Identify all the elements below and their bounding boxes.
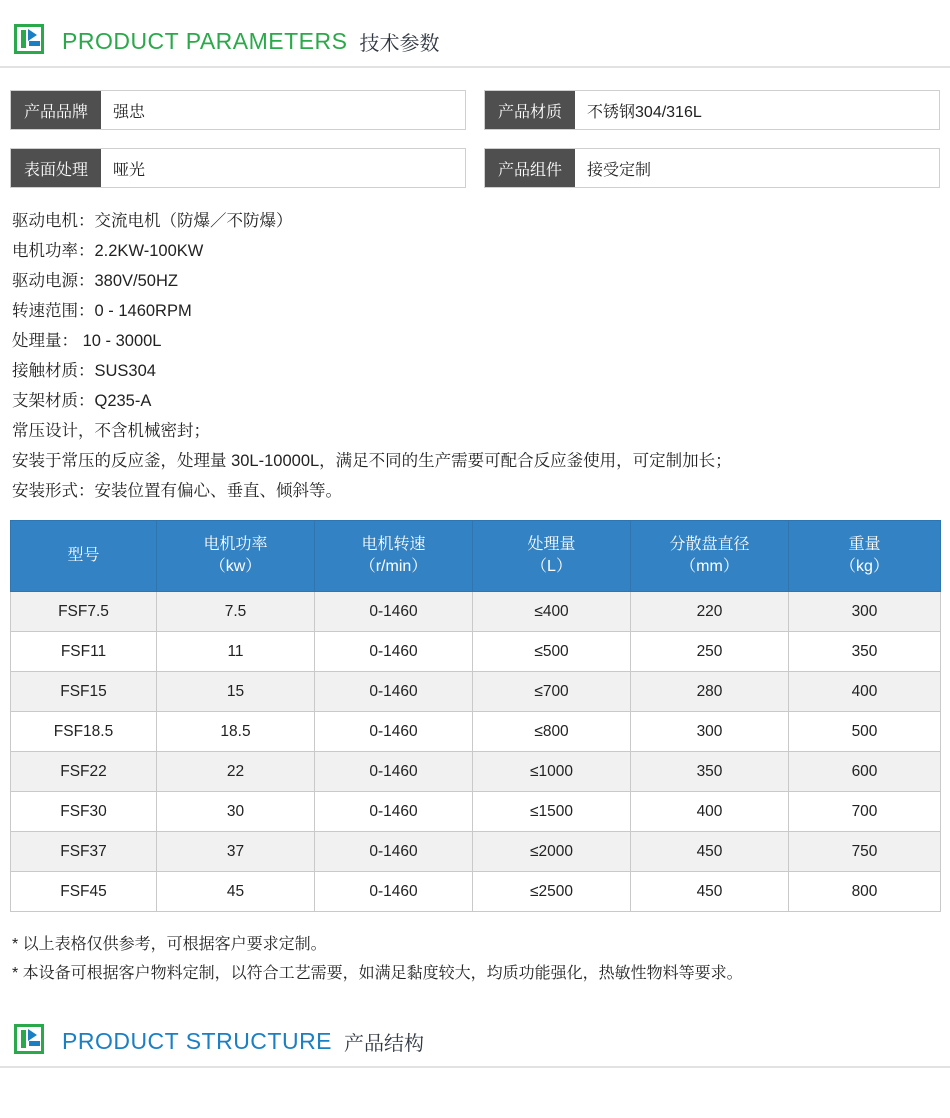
table-cell: ≤1500 [473, 792, 631, 832]
table-cell: 450 [631, 872, 789, 912]
table-cell: ≤500 [473, 632, 631, 672]
spec-label-components: 产品组件 [485, 149, 575, 187]
table-cell: 350 [631, 752, 789, 792]
description-line: 安装于常压的反应釜，处理量 30L-10000L，满足不同的生产需要可配合反应釜使用，可定制加长； [12, 452, 732, 470]
brand-logo-icon [14, 1024, 48, 1058]
table-row [11, 792, 941, 832]
header-line-main: 处理量 [527, 536, 576, 553]
table-cell: 37 [157, 832, 315, 872]
table-cell: FSF37 [11, 832, 157, 872]
description-line: 驱动电机：交流电机（防爆／不防爆） [12, 212, 293, 230]
table-cell: 0-1460 [315, 832, 473, 872]
table-cell: FSF30 [11, 792, 157, 832]
table-cell: 600 [789, 752, 941, 792]
table-cell: ≤400 [473, 592, 631, 632]
section-header-parameters [0, 0, 950, 56]
description-line: 驱动电源：380V/50HZ [12, 272, 178, 290]
spec-row-components [484, 148, 940, 188]
spec-row-brand [10, 90, 466, 130]
table-cell: 500 [789, 712, 941, 752]
table-header-row [11, 521, 941, 592]
description-line: 安装形式：安装位置有偏心、垂直、倾斜等。 [12, 482, 342, 500]
header-line-unit: （kw） [209, 558, 262, 575]
header-line-unit: （L） [531, 558, 572, 575]
table-cell: ≤2000 [473, 832, 631, 872]
table-row [11, 872, 941, 912]
section-title-en: PRODUCT PARAMETERS [62, 27, 348, 54]
table-header-cell [157, 521, 315, 592]
table-cell: FSF18.5 [11, 712, 157, 752]
table-cell: FSF22 [11, 752, 157, 792]
section-title-en: PRODUCT STRUCTURE [62, 1027, 333, 1054]
table-header-cell [473, 521, 631, 592]
table-cell: FSF11 [11, 632, 157, 672]
table-header-cell [631, 521, 789, 592]
table-cell: ≤800 [473, 712, 631, 752]
table-cell: ≤1000 [473, 752, 631, 792]
spec-table [10, 520, 941, 912]
spec-row-material [484, 90, 940, 130]
table-cell: 0-1460 [315, 592, 473, 632]
note-line: * 本设备可根据客户物料定制，以符合工艺需要，如满足黏度较大，均质功能强化，热敏性物料等要求。 [12, 965, 743, 982]
table-cell: 0-1460 [315, 672, 473, 712]
spec-grid [0, 68, 950, 188]
table-header-cell [315, 521, 473, 592]
description-line: 处理量： 10 - 3000L [12, 332, 162, 350]
table-cell: FSF15 [11, 672, 157, 712]
footer-divider [0, 1066, 950, 1068]
table-cell: 0-1460 [315, 752, 473, 792]
notes-block [0, 912, 950, 988]
table-cell: 0-1460 [315, 872, 473, 912]
table-cell: 30 [157, 792, 315, 832]
table-cell: 0-1460 [315, 632, 473, 672]
table-cell: FSF45 [11, 872, 157, 912]
table-cell: 400 [789, 672, 941, 712]
spec-table-wrapper [0, 506, 950, 912]
description-block [0, 188, 950, 506]
table-cell: 400 [631, 792, 789, 832]
table-cell: 7.5 [157, 592, 315, 632]
table-cell: 280 [631, 672, 789, 712]
table-cell: 0-1460 [315, 712, 473, 752]
note-line: * 以上表格仅供参考，可根据客户要求定制。 [12, 936, 327, 953]
table-header-cell [789, 521, 941, 592]
description-line: 接触材质：SUS304 [12, 362, 156, 380]
table-row [11, 832, 941, 872]
table-header-cell [11, 521, 157, 592]
table-cell: 300 [789, 592, 941, 632]
header-line-unit: （mm） [680, 558, 739, 575]
section-title-cn: 产品结构 [344, 1032, 425, 1055]
description-line: 电机功率：2.2KW-100KW [12, 242, 204, 260]
spec-value-brand: 强忠 [113, 103, 146, 121]
table-row [11, 592, 941, 632]
table-cell: 11 [157, 632, 315, 672]
spec-value-material: 不锈钢304/316L [587, 103, 702, 121]
spec-value-surface: 哑光 [113, 161, 146, 179]
table-cell: ≤700 [473, 672, 631, 712]
table-cell: ≤2500 [473, 872, 631, 912]
table-cell: 750 [789, 832, 941, 872]
table-cell: 18.5 [157, 712, 315, 752]
spec-column-left [10, 90, 466, 188]
table-cell: 700 [789, 792, 941, 832]
description-line: 支架材质：Q235-A [12, 392, 152, 410]
brand-logo-icon [14, 24, 48, 58]
table-row [11, 632, 941, 672]
table-cell: 250 [631, 632, 789, 672]
table-cell: 450 [631, 832, 789, 872]
table-cell: 220 [631, 592, 789, 632]
spec-label-surface: 表面处理 [11, 149, 101, 187]
header-line-unit: （r/min） [359, 558, 428, 575]
spec-value-components: 接受定制 [587, 161, 652, 179]
table-cell: 300 [631, 712, 789, 752]
spec-label-material: 产品材质 [485, 91, 575, 129]
description-line: 转速范围：0 - 1460RPM [12, 302, 192, 320]
table-cell: FSF7.5 [11, 592, 157, 632]
table-cell: 22 [157, 752, 315, 792]
table-row [11, 752, 941, 792]
section-structure [0, 1000, 950, 1068]
table-cell: 0-1460 [315, 792, 473, 832]
spec-row-surface [10, 148, 466, 188]
description-line: 常压设计，不含机械密封； [12, 422, 210, 440]
header-line-main: 电机功率 [203, 536, 268, 553]
section-header-structure [0, 1000, 950, 1056]
header-line-main: 分散盘直径 [669, 536, 750, 553]
header-line-main: 重量 [848, 536, 881, 553]
header-line-main: 型号 [67, 547, 100, 564]
table-cell: 350 [789, 632, 941, 672]
header-line-main: 电机转速 [361, 536, 426, 553]
table-cell: 15 [157, 672, 315, 712]
table-row [11, 712, 941, 752]
spec-label-brand: 产品品牌 [11, 91, 101, 129]
table-cell: 800 [789, 872, 941, 912]
header-line-unit: （kg） [840, 558, 889, 575]
spec-column-right [484, 90, 940, 188]
table-row [11, 672, 941, 712]
section-title-cn: 技术参数 [359, 32, 440, 55]
table-cell: 45 [157, 872, 315, 912]
